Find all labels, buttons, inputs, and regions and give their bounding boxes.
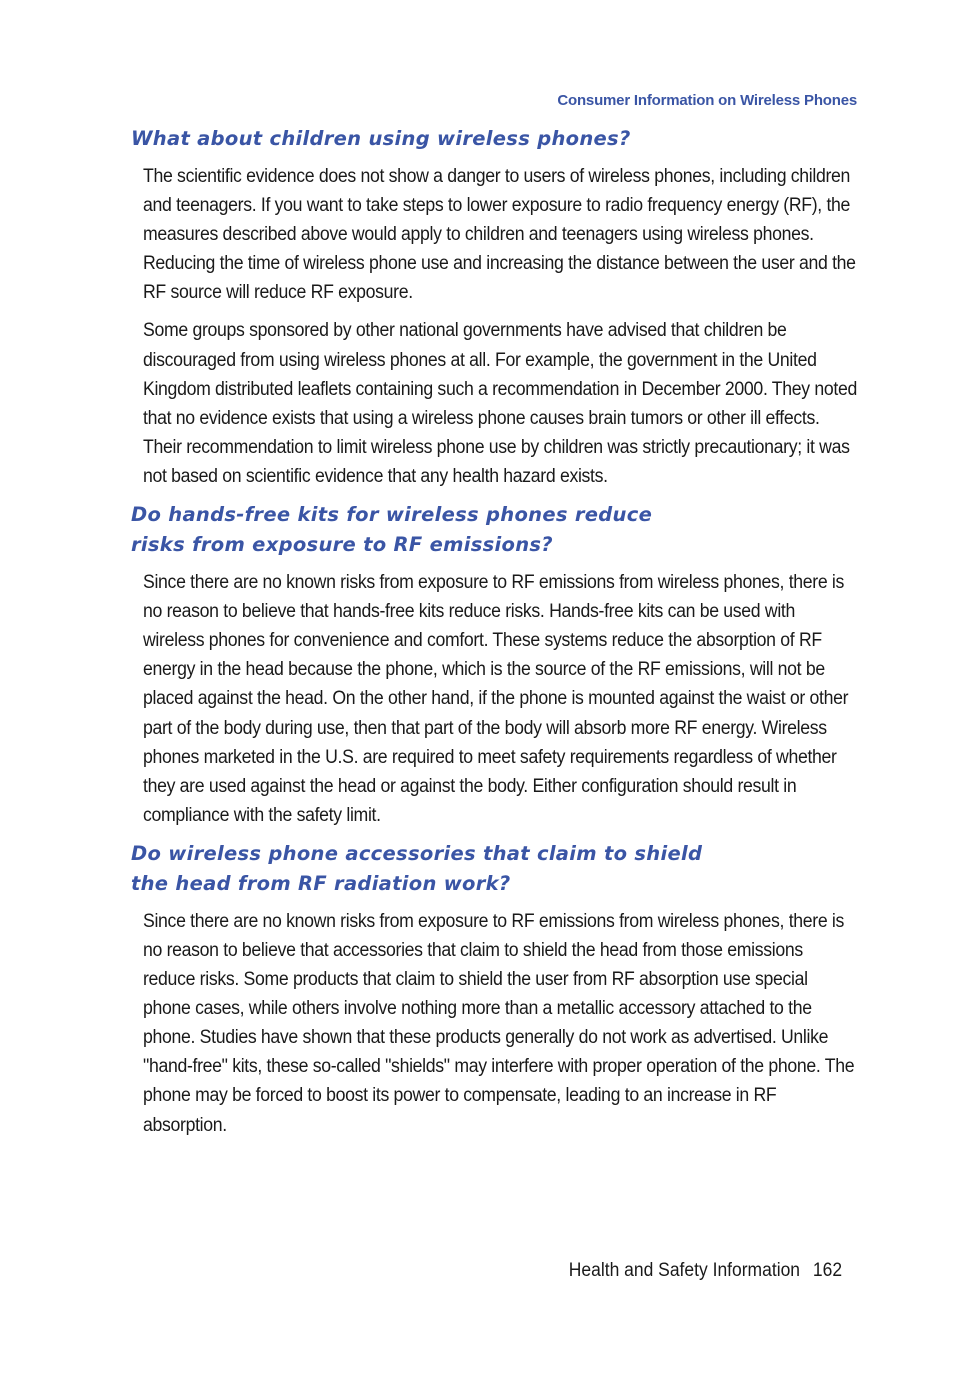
section-heading: Do hands-free kits for wireless phones reduce risks from exposure to RF emissions? [131,503,653,557]
paragraph: The scientific evidence does not show a danger to users of wireless phones, including children and teenagers. If you want to take steps to lower exposure to radio frequency energy (RF), the measures described above would apply to children and teenagers using wireless phones. Reducing the time of wireless phone use and increasing the distance between the user and the RF source will reduce RF exposure. [143,166,856,304]
section-hands-free-kits [131,500,861,830]
section-heading: What about children using wireless phones? [131,127,631,150]
section-shield-accessories [131,839,861,1140]
page-content [131,124,861,1149]
page-number: 162 [812,1260,842,1281]
running-header: Consumer Information on Wireless Phones [557,92,857,109]
paragraph: Since there are no known risks from exposure to RF emissions from wireless phones, there is no reason to believe that accessories that claim to shield the head from those emissions reduce risks. Some products that claim to shield the user from RF absorption use special phone cases, while others involve nothing more than a metallic accessory attached to the phone. Studies have shown that these products generally do not work as advertised. Unlike "hand-free" kits, these so-called "shields" may interfere with proper operation of the phone. The phone may be forced to boost its power to compensate, leading to an increase in RF absorption. [143,910,855,1136]
paragraph: Since there are no known risks from exposure to RF emissions from wireless phones, there is no reason to believe that hands-free kits reduce risks. Hands-free kits can be used with wireless phones for convenience and comfort. These systems reduce the absorption of RF energy in the head because the phone, which is the source of the RF emissions, will not be placed against the head. On the other hand, if the phone is mounted against the waist or other part of the body during use, then that part of the body will absorb more RF energy. Wireless phones marketed in the U.S. are required to meet safety requirements regardless of whether they are used against the head or against the body. Either configuration should result in compliance with the safety limit. [143,572,849,826]
section-heading: Do wireless phone accessories that claim to shield the head from RF radiation work? [131,841,703,895]
section-children [131,124,861,491]
paragraph: Some groups sponsored by other national governments have advised that children be discouraged from using wireless phones at all. For example, the government in the United Kingdom distributed leaflets containing such a recommendation in December 2000. They noted that no evidence exists that using a wireless phone causes brain tumors or other ill effects. Their recommendation to limit wireless phone use by children was strictly precautionary; it was not based on scientific evidence that any health hazard exists. [143,320,857,487]
footer-section-title: Health and Safety Information [568,1260,800,1281]
page-footer [569,1260,842,1282]
